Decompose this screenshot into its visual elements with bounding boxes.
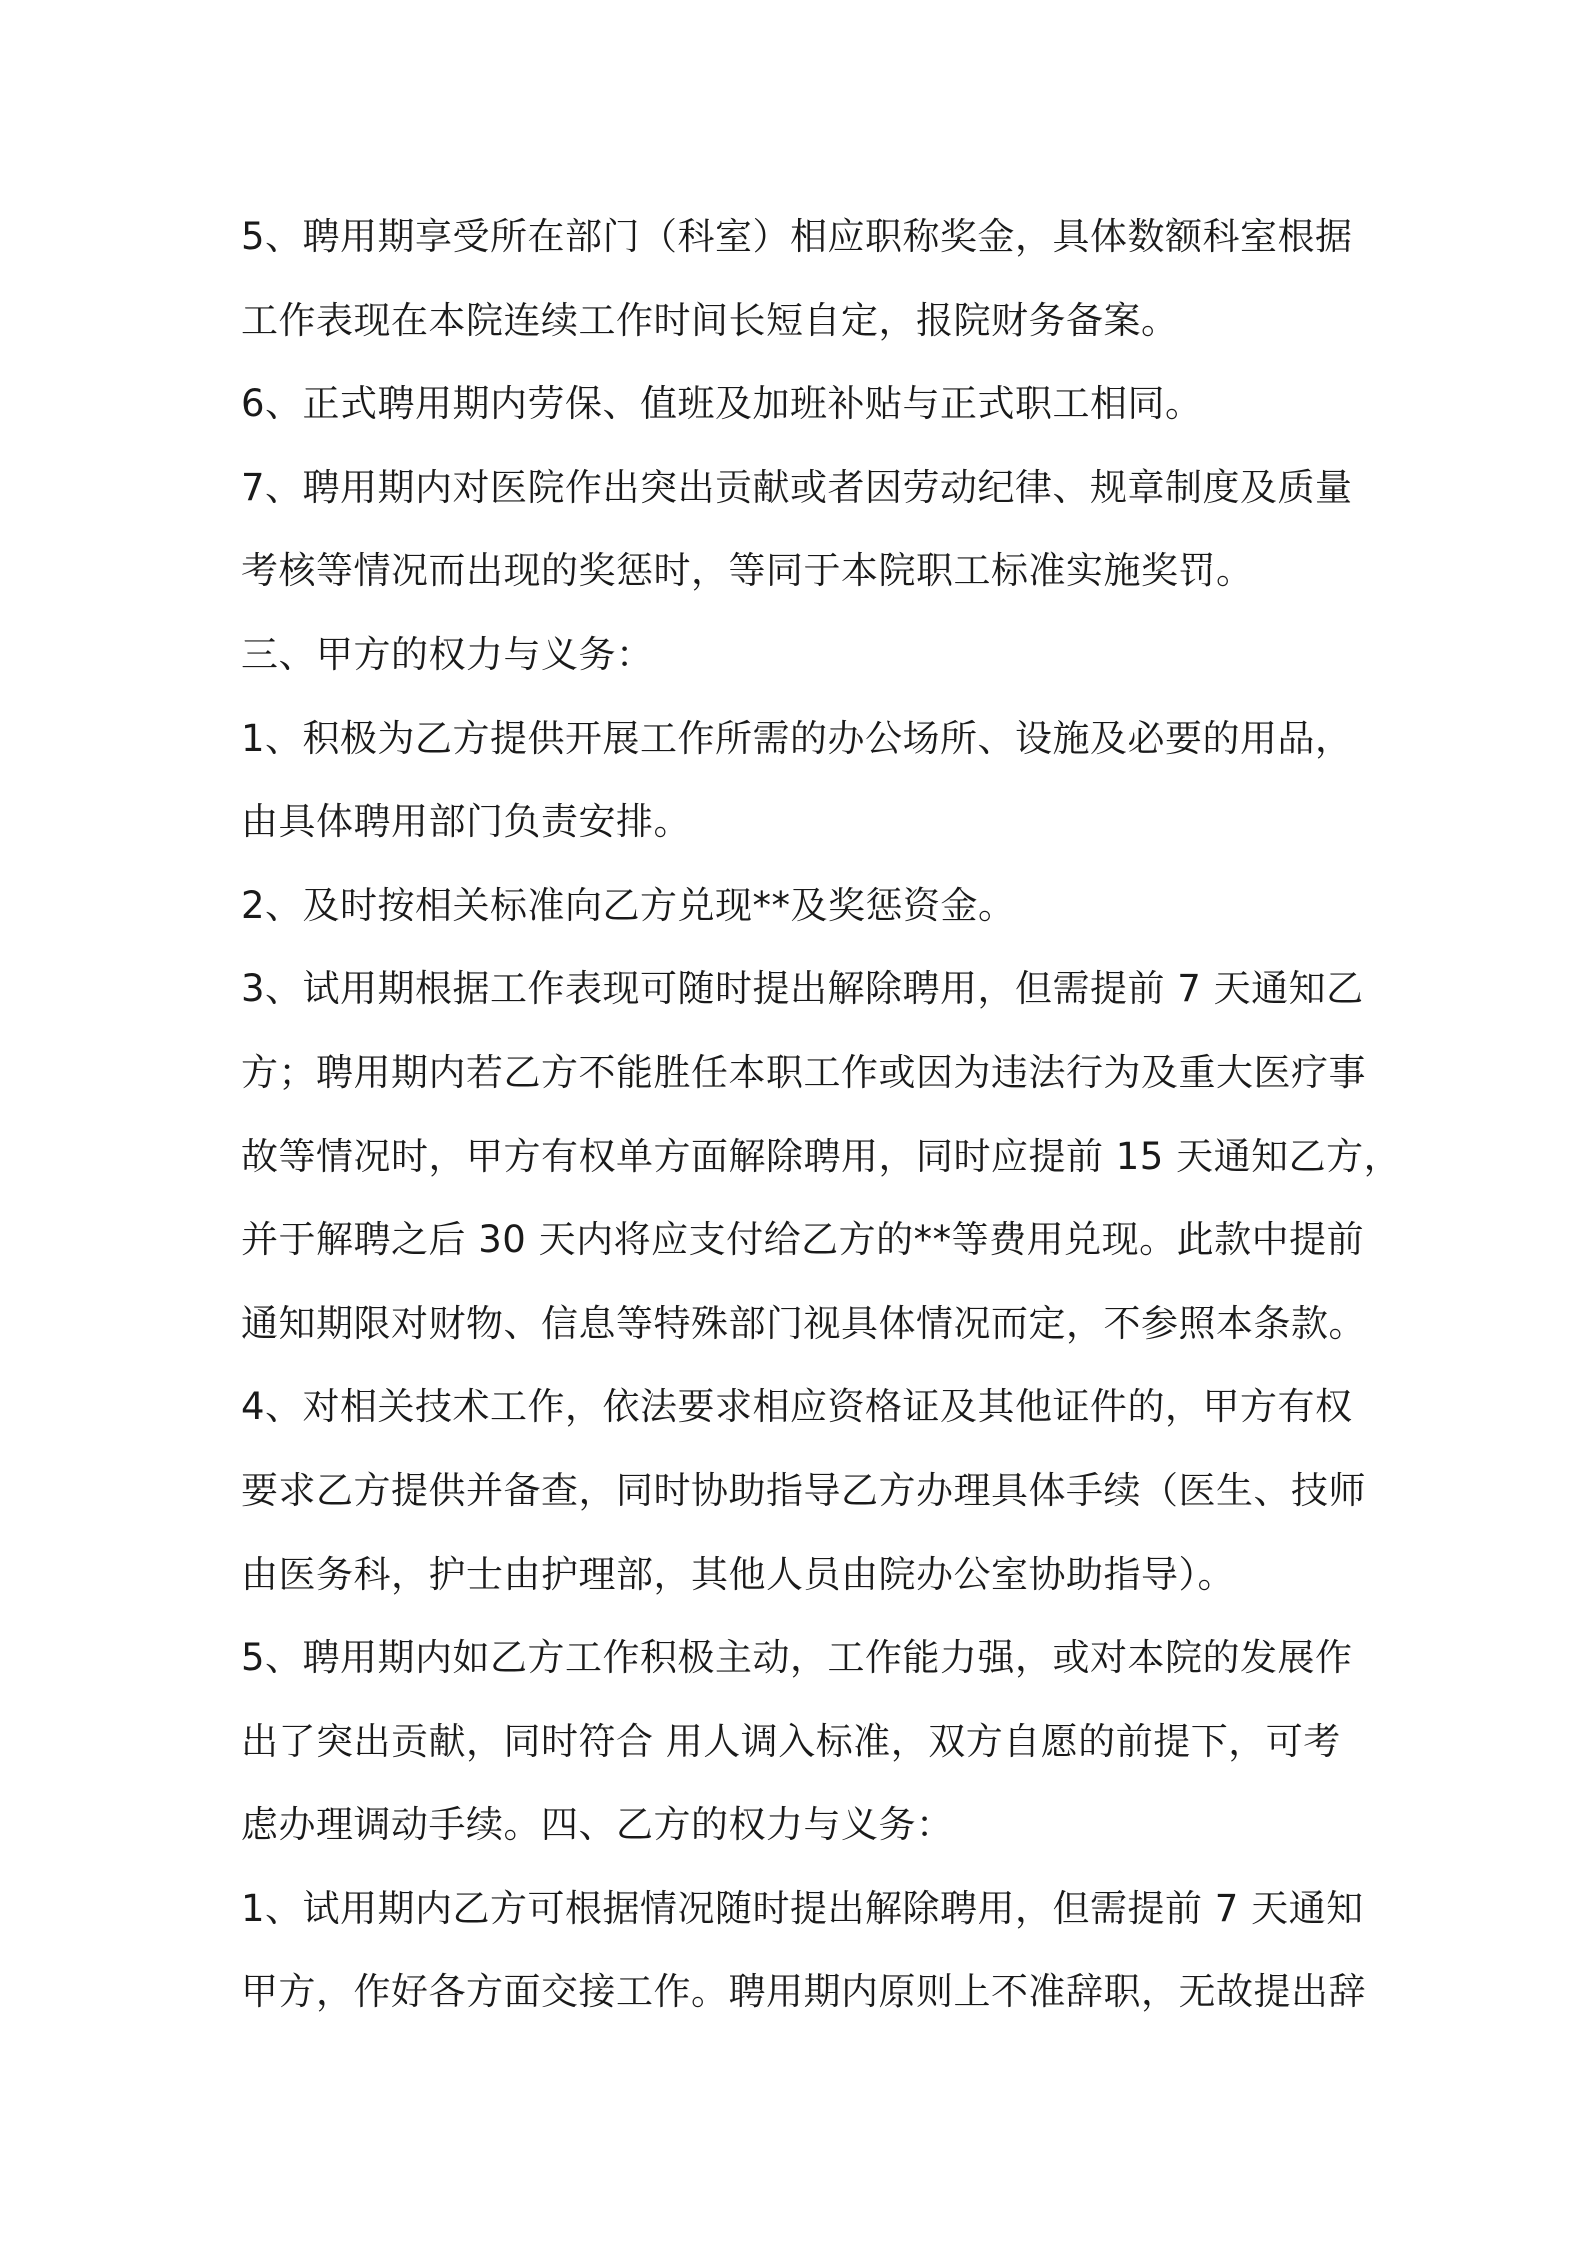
document-body: [241, 195, 1402, 2034]
text-line: 1、试用期内乙方可根据情况随时提出解除聘用，但需提前 7 天通知: [241, 1886, 1364, 1930]
text-line: 出了突出贡献，同时符合 用人调入标准，双方自愿的前提下，可考: [241, 1719, 1341, 1763]
text-line: 考核等情况而出现的奖惩时，等同于本院职工标准实施奖罚。: [241, 549, 1254, 593]
text-line: 6、正式聘用期内劳保、值班及加班补贴与正式职工相同。: [241, 382, 1203, 426]
text-line: 工作表现在本院连续工作时间长短自定，报院财务备案。: [241, 298, 1179, 342]
text-line: 故等情况时，甲方有权单方面解除聘用，同时应提前 15 天通知乙方，: [241, 1134, 1402, 1178]
text-line: 由医务科，护士由护理部，其他人员由院办公室协助指导）。: [241, 1552, 1235, 1596]
text-line: 5、聘用期享受所在部门（科室）相应职称奖金，具体数额科室根据: [241, 215, 1353, 258]
text-line: 1、积极为乙方提供开展工作所需的办公场所、设施及必要的用品，: [241, 716, 1353, 760]
text-line: 通知期限对财物、信息等特殊部门视具体情况而定，不参照本条款。: [241, 1301, 1366, 1345]
section-heading: 三、甲方的权力与义务：: [241, 632, 654, 676]
text-line: 由具体聘用部门负责安排。: [241, 800, 691, 844]
text-line: 3、试用期根据工作表现可随时提出解除聘用，但需提前 7 天通知乙: [241, 967, 1364, 1011]
text-line: 方；聘用期内若乙方不能胜任本职工作或因为违法行为及重大医疗事: [241, 1050, 1366, 1094]
text-line: 并于解聘之后 30 天内将应支付给乙方的**等费用兑现。此款中提前: [241, 1218, 1365, 1262]
text-line: 5、聘用期内如乙方工作积极主动，工作能力强，或对本院的发展作: [241, 1636, 1353, 1680]
text-line: 甲方，作好各方面交接工作。聘用期内原则上不准辞职，无故提出辞: [241, 1970, 1366, 2014]
text-line: 2、及时按相关标准向乙方兑现**及奖惩资金。: [241, 883, 1016, 927]
text-line: 虑办理调动手续。四、乙方的权力与义务：: [241, 1803, 954, 1847]
text-line: 要求乙方提供并备查，同时协助指导乙方办理具体手续（医生、技师: [241, 1468, 1366, 1512]
text-line: 4、对相关技术工作，依法要求相应资格证及其他证件的，甲方有权: [241, 1385, 1353, 1429]
text-line: 7、聘用期内对医院作出突出贡献或者因劳动纪律、规章制度及质量: [241, 465, 1353, 509]
